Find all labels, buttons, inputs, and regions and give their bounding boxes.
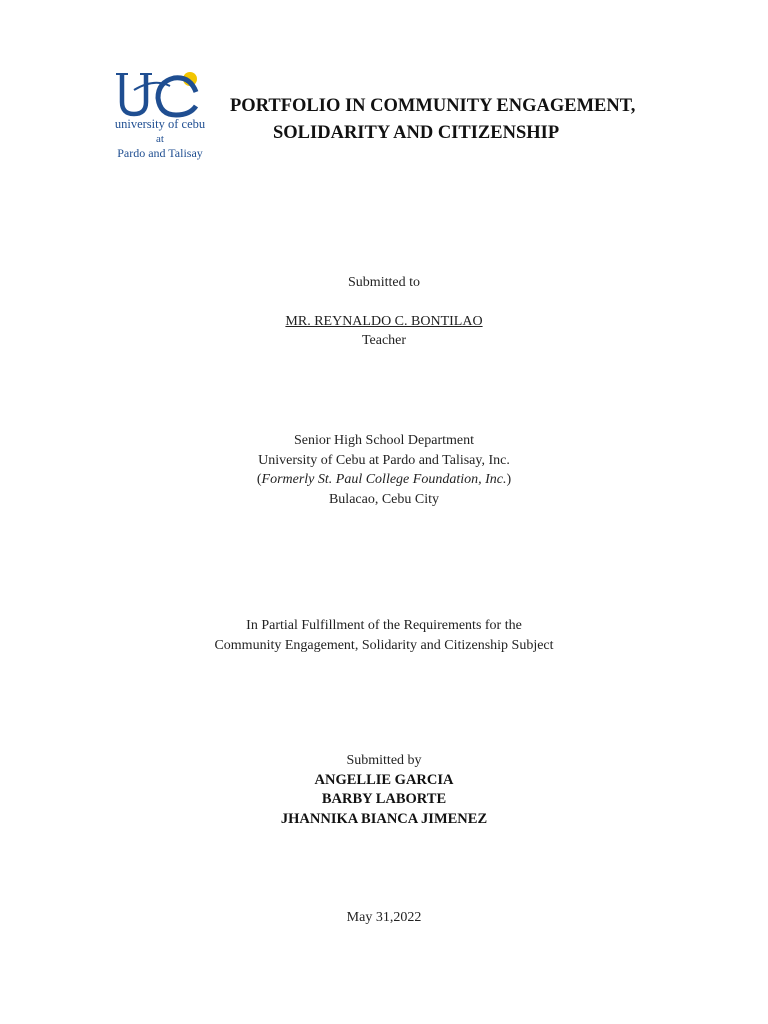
author-name: ANGELLIE GARCIA [314,771,454,788]
submitted-to-section [0,273,768,351]
fulfillment-section [0,616,768,655]
submitted-to-label: Submitted to [348,275,420,290]
logo-text-at: at [156,133,164,145]
uc-logo-mark-icon [104,68,216,120]
formerly-name: (Formerly St. Paul College Foundation, Inc.) [256,472,512,487]
title-line-2: SOLIDARITY AND CITIZENSHIP [273,123,560,143]
title-line-1: PORTFOLIO IN COMMUNITY ENGAGEMENT, [230,96,636,116]
logo-text-university: university of cebu [114,117,206,131]
logo-text-campus: Pardo and Talisay [117,146,203,160]
document-title [230,93,700,147]
institution-section [0,431,768,509]
submission-date: May 31,2022 [346,910,422,925]
university-logo [104,68,216,164]
school-name: University of Cebu at Pardo and Talisay, Inc. [258,452,510,468]
author-name: BARBY LABORTE [321,791,447,807]
submitted-by-label: Submitted by [346,753,422,768]
submission-date-section [0,908,768,928]
teacher-name: MR. REYNALDO C. BONTILAO [285,313,483,329]
teacher-role: Teacher [361,333,407,348]
logo-swoosh [134,83,170,90]
fulfillment-line-2: Community Engagement, Solidarity and Citizenship Subject [214,637,554,653]
fulfillment-line-1: In Partial Fulfillment of the Requirements for the [246,618,522,633]
author-name: JHANNIKA BIANCA JIMENEZ [280,810,488,827]
submitted-by-section [0,751,768,829]
logo-letter-u [122,74,146,114]
department-name: Senior High School Department [293,433,475,448]
school-address: Bulacao, Cebu City [328,491,440,507]
